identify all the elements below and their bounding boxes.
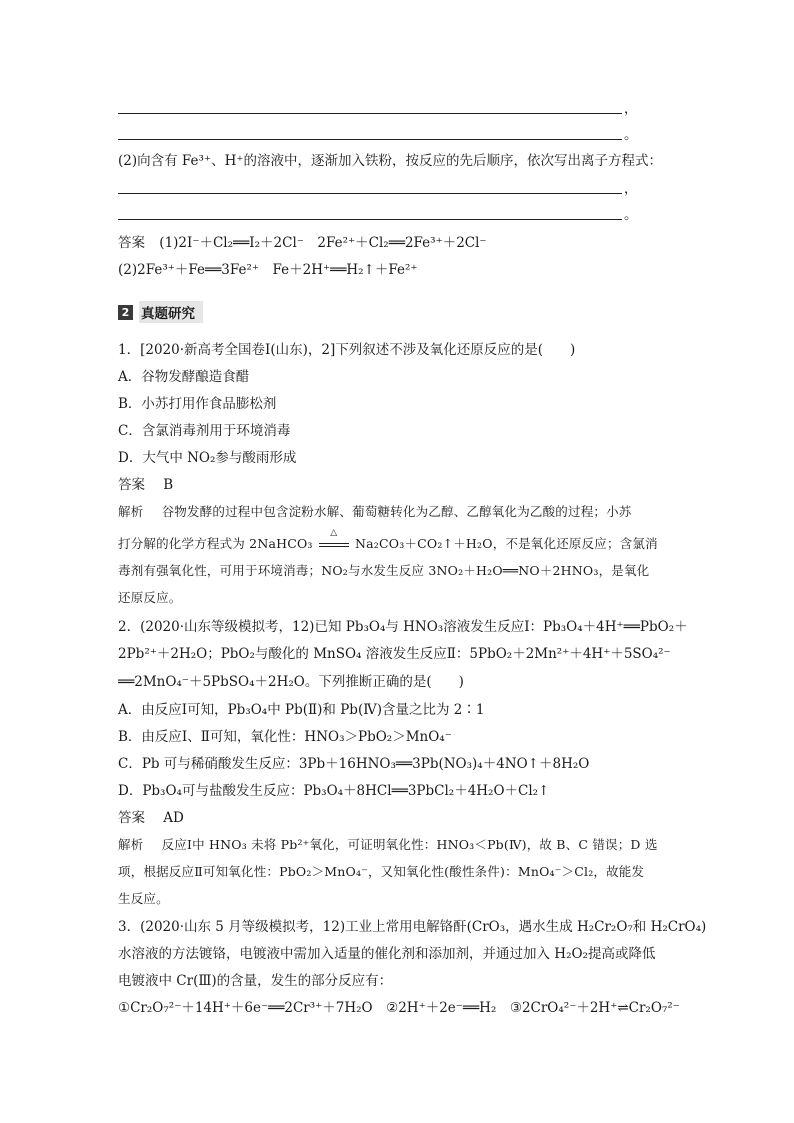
q2-stem-line-3: ══2MnO₄⁻＋5PbSO₄＋2H₂O。下列推断正确的是( ) [118,674,464,690]
prev-answer-line-1 [118,233,487,253]
q2-option-b: B．由反应Ⅰ、Ⅱ可知，氧化性：HNO₃＞PbO₂＞MnO₄⁻ [118,729,452,745]
q1-analysis-text-1: 谷物发酵的过程中包含淀粉水解、葡萄糖转化为乙醇、乙醇氧化为乙酸的过程；小苏 [161,504,632,519]
q2-analysis-line-2: 项，根据反应Ⅱ可知氧化性：PbO₂＞MnO₄⁻，又知氧化性(酸性条件)：MnO₄⁻＞Cl₂，故能发 [118,864,645,879]
section-header [118,302,203,322]
blank-comma: ， [624,181,638,197]
q2-answer-value: AD [163,810,184,826]
answer-blank-line[interactable] [118,113,622,114]
answer-blank-line[interactable] [118,139,622,140]
q1-option-d: D．大气中 NO₂参与酸雨形成 [118,450,297,466]
q2-stem-line-1: 2．(2020·山东等级模拟考，12)已知 Pb₃O₄与 HNO₃溶液发生反应Ⅰ：Pb₃O₄＋4H⁺══PbO₂＋ [118,619,688,635]
q1-stem: 1．[2020·新高考全国卷Ⅰ(山东)，2]下列叙述不涉及氧化还原反应的是( ) [118,342,576,358]
q2-answer [118,808,184,828]
answer-label: 答案 [118,235,145,251]
blank-period: 。 [624,207,638,223]
q2-option-c: C．Pb 可与稀硝酸发生反应：3Pb＋16HNO₃══3Pb(NO₃)₄＋4NO↑＋8H₂O [118,756,590,772]
q3-stem-line-2: 水溶液的方法镀铬，电镀液中需加入适量的催化剂和添加剂，并通过加入 H₂O₂提高或降低 [118,946,656,962]
section-title: 真题研究 [139,301,203,323]
q2-option-a: A．由反应Ⅰ可知，Pb₃O₄中 Pb(Ⅱ)和 Pb(Ⅳ)含量之比为 2∶1 [118,702,485,718]
heat-reaction-arrow [317,528,351,554]
q2-prompt: (2)向含有 Fe³⁺、H⁺的溶液中，逐渐加入铁粉，按反应的先后顺序，依次写出离子方程式： [118,153,662,169]
analysis-label: 解析 [118,837,144,852]
prev-answer-line-2: (2)2Fe³⁺＋Fe══3Fe²⁺ Fe＋2H⁺══H₂↑＋Fe²⁺ [118,262,418,278]
q1-option-a: A．谷物发酵酿造食醋 [118,369,250,385]
q1-option-c: C．含氯消毒剂用于环境消毒 [118,423,291,439]
q2-stem-line-2: 2Pb²⁺＋2H₂O；PbO₂与酸化的 MnSO₄ 溶液发生反应Ⅱ：5PbO₂＋2Mn²⁺＋4H⁺＋5SO₄²⁻ [118,646,671,662]
prev-answer-text-1: (1)2I⁻＋Cl₂══I₂＋2Cl⁻ 2Fe²⁺＋Cl₂══2Fe³⁺＋2Cl⁻ [159,235,487,251]
q1-analysis-line-2 [118,528,658,554]
section-number-badge: 2 [118,305,133,320]
q3-stem-line-4: ①Cr₂O₇²⁻＋14H⁺＋6e⁻══2Cr³⁺＋7H₂O ②2H⁺＋2e⁻══H₂ ③2CrO₄²⁻＋2H⁺⇌Cr₂O₇²⁻ [118,1000,680,1016]
q3-stem-line-1: 3．(2020·山东 5 月等级模拟考，12)工业上常用电解铬酐(CrO₃，遇水生成 H₂Cr₂O₇和 H₂CrO₄) [118,919,707,935]
answer-blank-line[interactable] [118,193,622,194]
q1-analysis-text-2a: 打分解的化学方程式为 2NaHCO₃ [118,536,313,551]
q2-analysis-line-3: 生反应。 [118,891,169,906]
q3-stem-line-3: 电镀液中 Cr(Ⅲ)的含量，发生的部分反应有： [118,973,393,989]
q1-analysis-line-1 [118,502,632,522]
q2-analysis-text-1: 反应Ⅰ中 HNO₃ 未将 Pb²⁺氧化，可证明氧化性：HNO₃＜Pb(Ⅳ)，故 B、C 错误；D 选 [161,837,658,852]
analysis-label: 解析 [118,504,144,519]
q1-analysis-line-3: 毒剂有强氧化性，可用于环境消毒；NO₂与水发生反应 3NO₂＋H₂O══NO＋2HNO₃，是氧化 [118,563,650,578]
delta-symbol: △ [330,528,338,538]
q2-option-d: D．Pb₃O₄可与盐酸发生反应：Pb₃O₄＋8HCl══3PbCl₂＋4H₂O＋Cl₂↑ [118,783,550,799]
blank-comma: ， [624,101,638,117]
q2-analysis-line-1 [118,835,658,855]
q1-answer [118,475,173,495]
q1-answer-value: B [163,477,174,493]
q1-option-b: B．小苏打用作食品膨松剂 [118,396,277,412]
answer-blank-line[interactable] [118,219,622,220]
q1-analysis-line-4: 还原反应。 [118,590,182,605]
q1-analysis-text-2b: Na₂CO₃＋CO₂↑＋H₂O，不是氧化还原反应；含氯消 [355,536,658,551]
blank-period: 。 [624,127,638,143]
answer-label: 答案 [118,477,145,493]
answer-label: 答案 [118,810,145,826]
